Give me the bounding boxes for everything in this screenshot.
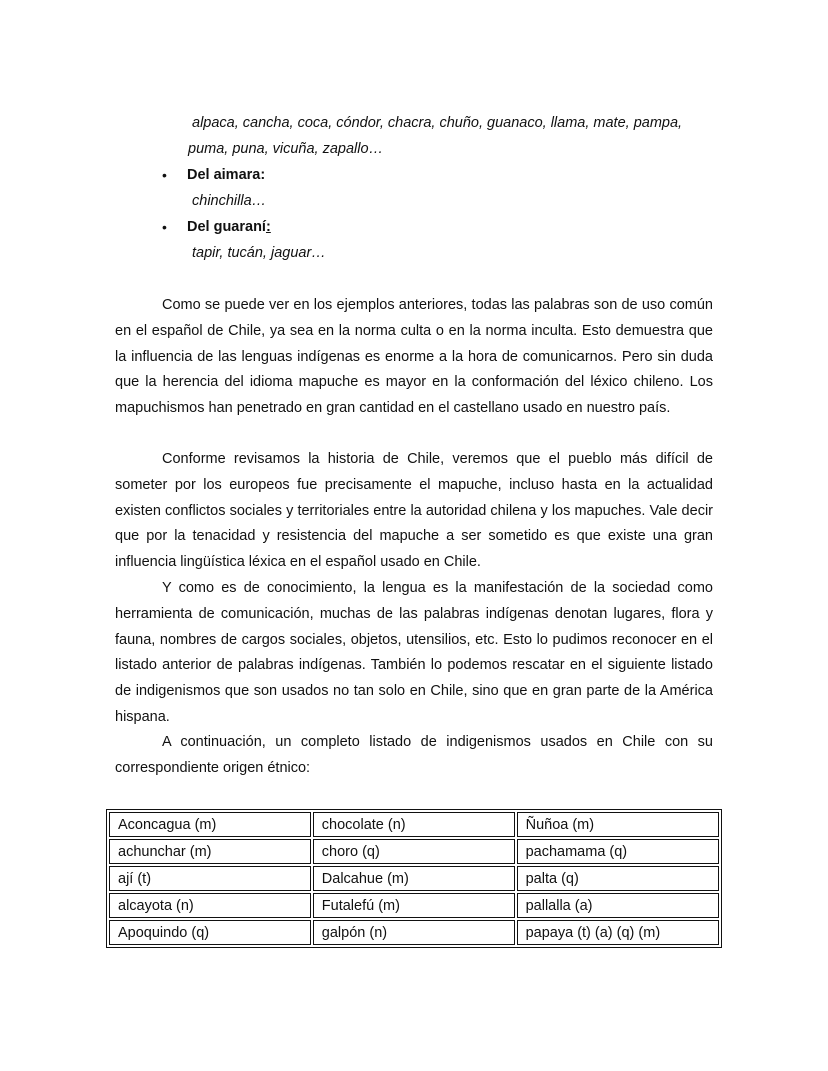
table-cell: pachamama (q) — [517, 839, 719, 864]
indigenismos-table — [106, 809, 722, 948]
table-cell: galpón (n) — [313, 920, 515, 945]
table-cell: alcayota (n) — [109, 893, 311, 918]
table-cell: choro (q) — [313, 839, 515, 864]
guarani-colon: : — [265, 219, 271, 235]
table-cell: Futalefú (m) — [313, 893, 515, 918]
guarani-label: Del guaraní — [187, 219, 266, 235]
aimara-words: chinchilla… — [192, 193, 267, 209]
guarani-heading — [187, 219, 271, 235]
paragraph: Y como es de conocimiento, la lengua es la manifestación de la sociedad como herramienta de comunicación, muchas de las palabras indígenas denotan lugares, flora y fauna, nombres de cargos sociales, objetos, utensilios, etc. Esto lo pudimos reconocer en el listado anterior de palabras indígenas. También lo podemos rescatar en el siguiente listado de indigenismos que son usados no tan solo en Chile, sino que en gran parte de la América hispana. — [115, 580, 713, 725]
table-cell: Dalcahue (m) — [313, 866, 515, 891]
quechua-words-line-2: puma, puna, vicuña, zapallo… — [188, 141, 384, 157]
table-cell: chocolate (n) — [313, 812, 515, 837]
paragraph: Conforme revisamos la historia de Chile, veremos que el pueblo más difícil de someter por los europeos fue precisamente el mapuche, incluso hasta en la actualidad existen conflictos sociales y territoriales entre la autoridad chilena y los mapuches. Vale decir que por la tenacidad y resistencia del mapuche a ser sometido es que existe una gran influencia lingüística léxica en el español usado en Chile. — [115, 451, 713, 571]
bullet-icon: • — [162, 219, 167, 235]
table-cell: papaya (t) (a) (q) (m) — [517, 920, 719, 945]
table-cell: Aconcagua (m) — [109, 812, 311, 837]
table-cell: achunchar (m) — [109, 839, 311, 864]
quechua-words-line-1: alpaca, cancha, coca, cóndor, chacra, chuño, guanaco, llama, mate, pampa, — [192, 115, 683, 131]
bullet-icon: • — [162, 167, 167, 183]
table-cell: palta (q) — [517, 866, 719, 891]
table-cell: Apoquindo (q) — [109, 920, 311, 945]
table-row — [109, 893, 719, 918]
table-row — [109, 920, 719, 945]
table-row — [109, 812, 719, 837]
paragraph: A continuación, un completo listado de indigenismos usados en Chile con su correspondiente origen étnico: — [115, 734, 713, 776]
table-row — [109, 866, 719, 891]
guarani-words: tapir, tucán, jaguar… — [192, 245, 326, 261]
table-cell: Ñuñoa (m) — [517, 812, 719, 837]
table-row — [109, 839, 719, 864]
table-cell: pallalla (a) — [517, 893, 719, 918]
paragraph: Como se puede ver en los ejemplos anteriores, todas las palabras son de uso común en el español de Chile, ya sea en la norma culta o en la norma inculta. Esto demuestra que la influencia de las lenguas indígenas es enorme a la hora de comunicarnos. Pero sin duda que la herencia del idioma mapuche es mayor en la conformación del léxico chileno. Los mapuchismos han penetrado en gran cantidad en el castellano usado en nuestro país. — [115, 297, 713, 417]
aimara-heading: Del aimara: — [187, 167, 266, 183]
table-cell: ají (t) — [109, 866, 311, 891]
